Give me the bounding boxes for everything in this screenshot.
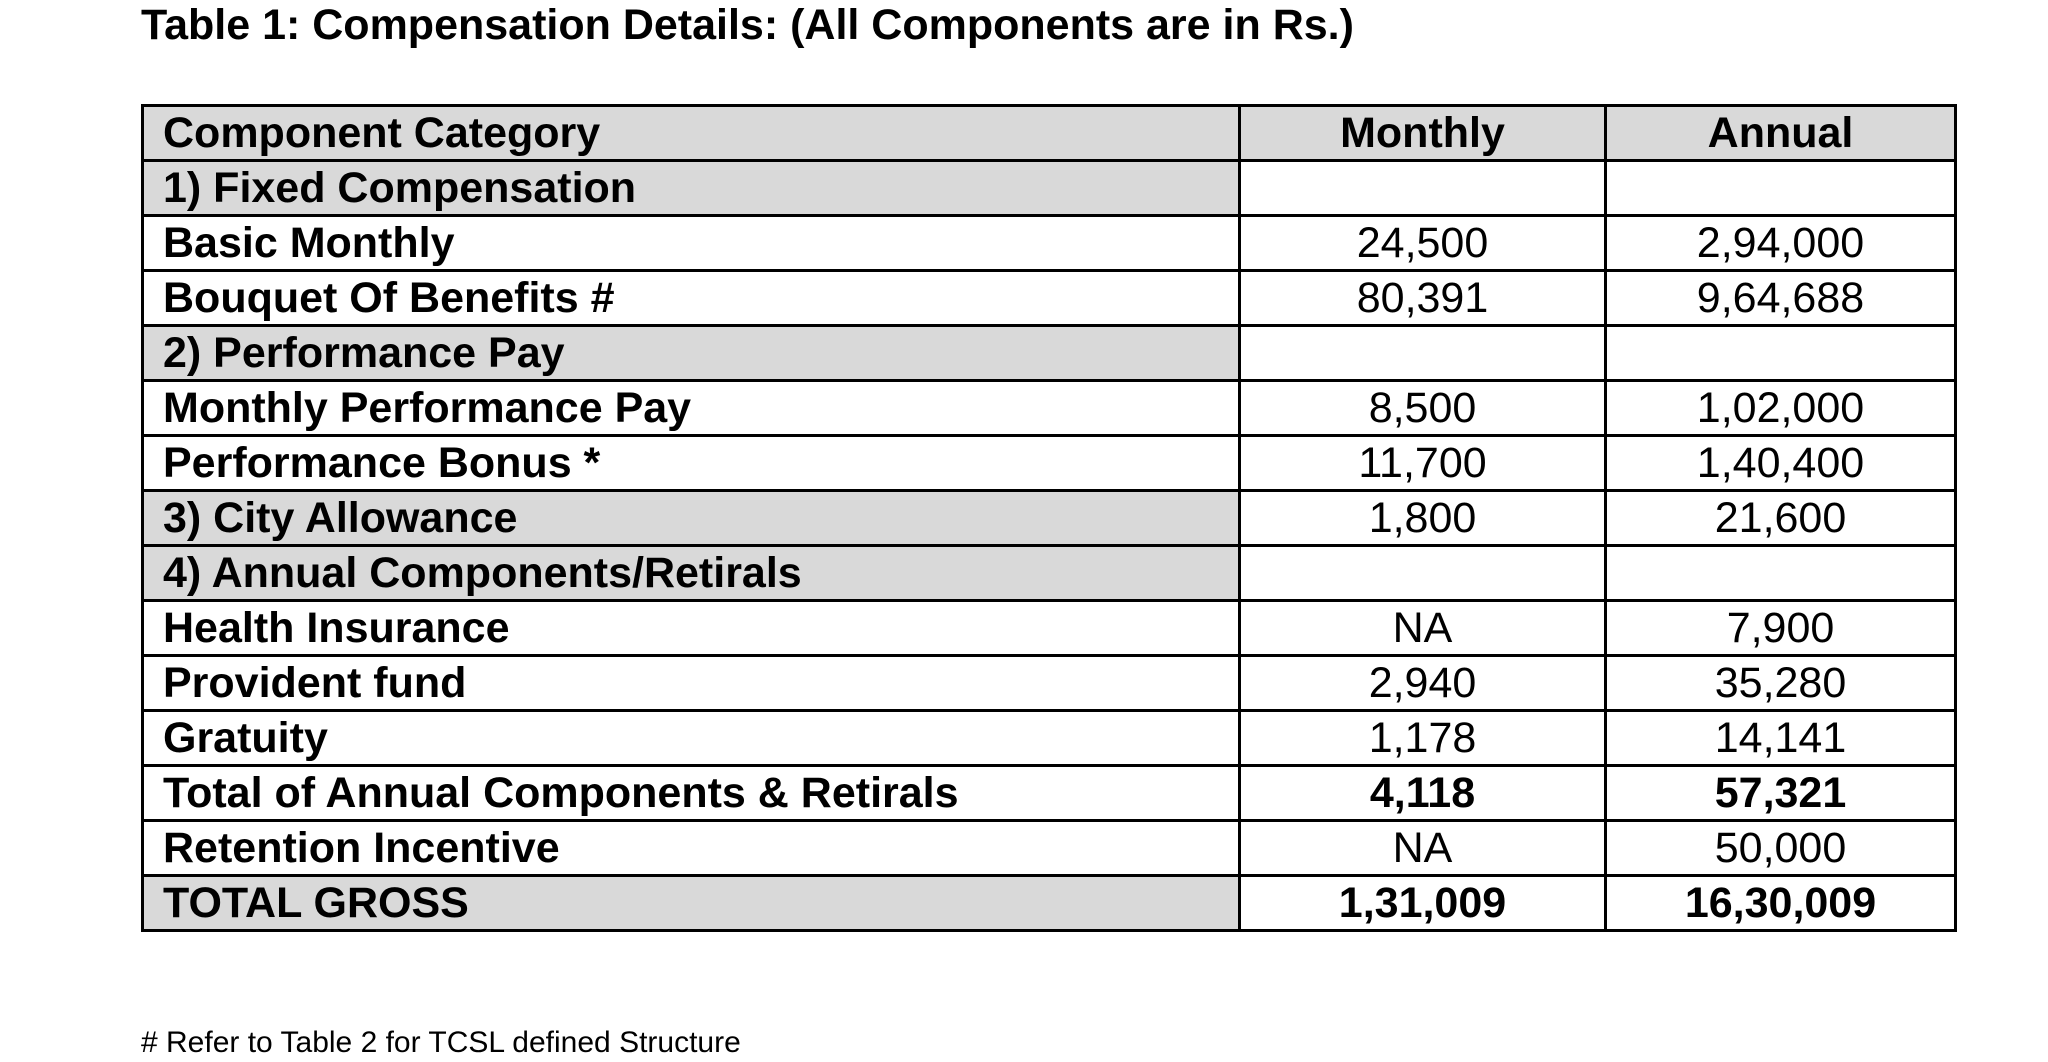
monthly-value: 8,500 (1240, 381, 1606, 436)
annual-value: 16,30,009 (1606, 876, 1956, 931)
header-monthly: Monthly (1240, 106, 1606, 161)
footnote: # Refer to Table 2 for TCSL defined Structure (141, 1026, 741, 1059)
header-annual: Annual (1606, 106, 1956, 161)
component-label: Performance Bonus * (143, 436, 1240, 491)
monthly-value: 1,31,009 (1240, 876, 1606, 931)
annual-value: 1,40,400 (1606, 436, 1956, 491)
section-label: 4) Annual Components/Retirals (143, 546, 1240, 601)
monthly-value: 11,700 (1240, 436, 1606, 491)
table-row (143, 876, 1956, 931)
table-row (143, 546, 1956, 601)
component-label: Bouquet Of Benefits # (143, 271, 1240, 326)
monthly-value (1240, 546, 1606, 601)
monthly-value: 1,800 (1240, 491, 1606, 546)
annual-value: 2,94,000 (1606, 216, 1956, 271)
table-row (143, 381, 1956, 436)
table-header-row (143, 106, 1956, 161)
monthly-value: 24,500 (1240, 216, 1606, 271)
annual-value: 9,64,688 (1606, 271, 1956, 326)
annual-value (1606, 326, 1956, 381)
table-row (143, 766, 1956, 821)
annual-value: 7,900 (1606, 601, 1956, 656)
table-row (143, 271, 1956, 326)
compensation-table (141, 104, 1957, 932)
section-label: 2) Performance Pay (143, 326, 1240, 381)
table-row (143, 821, 1956, 876)
annual-value: 50,000 (1606, 821, 1956, 876)
section-label: TOTAL GROSS (143, 876, 1240, 931)
annual-value: 35,280 (1606, 656, 1956, 711)
annual-value: 14,141 (1606, 711, 1956, 766)
table-row (143, 216, 1956, 271)
table-row (143, 601, 1956, 656)
table-row (143, 711, 1956, 766)
monthly-value: NA (1240, 601, 1606, 656)
component-label: Retention Incentive (143, 821, 1240, 876)
section-label: 3) City Allowance (143, 491, 1240, 546)
monthly-value: NA (1240, 821, 1606, 876)
component-label: Total of Annual Components & Retirals (143, 766, 1240, 821)
annual-value: 57,321 (1606, 766, 1956, 821)
monthly-value: 2,940 (1240, 656, 1606, 711)
annual-value (1606, 546, 1956, 601)
table-row (143, 161, 1956, 216)
component-label: Provident fund (143, 656, 1240, 711)
monthly-value (1240, 161, 1606, 216)
table-body (143, 161, 1956, 931)
table-row (143, 656, 1956, 711)
section-label: 1) Fixed Compensation (143, 161, 1240, 216)
table-row (143, 326, 1956, 381)
component-label: Gratuity (143, 711, 1240, 766)
monthly-value (1240, 326, 1606, 381)
monthly-value: 80,391 (1240, 271, 1606, 326)
annual-value: 1,02,000 (1606, 381, 1956, 436)
header-component-category: Component Category (143, 106, 1240, 161)
component-label: Basic Monthly (143, 216, 1240, 271)
annual-value (1606, 161, 1956, 216)
component-label: Monthly Performance Pay (143, 381, 1240, 436)
table-title: Table 1: Compensation Details: (All Components are in Rs.) (141, 1, 1354, 49)
monthly-value: 4,118 (1240, 766, 1606, 821)
component-label: Health Insurance (143, 601, 1240, 656)
monthly-value: 1,178 (1240, 711, 1606, 766)
table-row (143, 491, 1956, 546)
annual-value: 21,600 (1606, 491, 1956, 546)
table-row (143, 436, 1956, 491)
